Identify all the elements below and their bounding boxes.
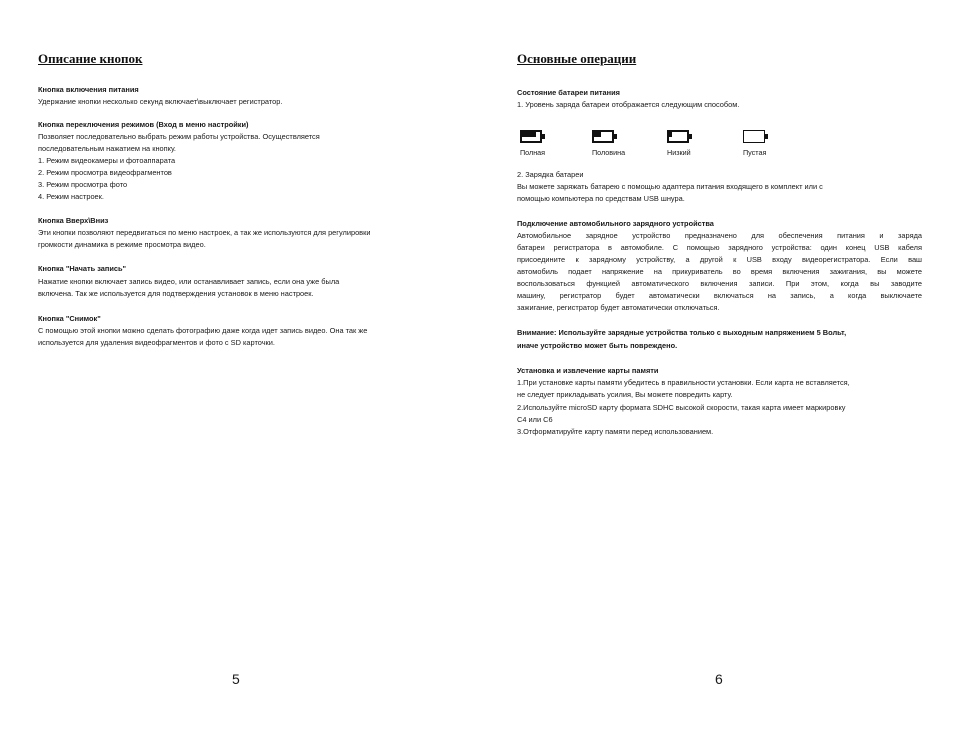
- section-text: С помощью этой кнопки можно сделать фотографию даже когда идет запись видео. Она так же: [38, 326, 368, 335]
- section-text: воспользоваться функцией автоматического включения записи. При этом, когда вы заводите: [517, 279, 922, 288]
- section-title-mode: Кнопка переключения режимов (Вход в меню настройки): [38, 120, 249, 129]
- section-text: 1.При установке карты памяти убедитесь в правильности установки. Если карта не вставляется,: [517, 378, 850, 387]
- section-text: не следует прикладывать усилия, Вы можете повредить карту.: [517, 390, 733, 399]
- battery-caption: Полная: [520, 148, 546, 157]
- warning-text: Внимание: Используйте зарядные устройства только с выходным напряжением 5 Вольт,: [517, 328, 847, 337]
- section-title-power: Кнопка включения питания: [38, 85, 139, 94]
- section-text: 1. Уровень заряда батареи отображается следующим способом.: [517, 100, 740, 109]
- section-text: последовательным нажатием на кнопку.: [38, 144, 176, 153]
- battery-caption: Пустая: [743, 148, 767, 157]
- section-text: включена. Так же используется для подтверждения установок в меню настроек.: [38, 289, 314, 298]
- page-heading: Описание кнопок: [38, 51, 143, 66]
- section-title-memory-card: Установка и извлечение карты памяти: [517, 366, 659, 375]
- section-text: Позволяет последовательно выбрать режим работы устройства. Осуществляется: [38, 132, 320, 141]
- section-text: Нажатие кнопки включает запись видео, или останавливает запись, если она уже была: [38, 277, 340, 286]
- right-page: [477, 0, 954, 743]
- section-text: автомобиль подает напряжение на прикуриватель во время включения зажигания, вы можете: [517, 267, 922, 276]
- section-title-updown: Кнопка Вверх\Вниз: [38, 216, 109, 225]
- section-text: Удержание кнопки несколько секунд включает\выключает регистратор.: [38, 97, 283, 106]
- list-item: 4. Режим настроек.: [38, 192, 104, 201]
- section-text: Вы можете заряжать батарею с помощью адаптера питания входящего в комплект или с: [517, 182, 823, 191]
- section-title-battery: Состояние батареи питания: [517, 88, 620, 97]
- section-text: громкости динамика в режиме просмотра видео.: [38, 240, 206, 249]
- battery-caption: Половина: [592, 148, 626, 157]
- section-text: Автомобильное зарядное устройство предназначено для обеспечения питания и заряда: [517, 231, 922, 240]
- page-number: 6: [715, 671, 723, 687]
- page-number: 5: [232, 671, 240, 687]
- section-title-car-charger: Подключение автомобильного зарядного устройства: [517, 219, 714, 228]
- section-title-record: Кнопка "Начать запись": [38, 264, 127, 273]
- section-text: 2. Зарядка батареи: [517, 170, 584, 179]
- section-text: присоедините к зарядному устройству, а другой к USB входу видеорегистратора. Если ваш: [517, 255, 922, 264]
- list-item: 2. Режим просмотра видеофрагментов: [38, 168, 172, 177]
- warning-text: иначе устройство может быть повреждено.: [517, 341, 678, 350]
- section-text: помощью компьютера по средствам USB шнура.: [517, 194, 685, 203]
- list-item: 1. Режим видеокамеры и фотоаппарата: [38, 156, 176, 165]
- page-heading: Основные операции: [517, 51, 637, 66]
- section-text: зажигание, регистратор будет автоматически отключаться.: [517, 303, 720, 312]
- section-title-snapshot: Кнопка "Снимок": [38, 314, 101, 323]
- section-text: используется для удаления видеофрагментов и фото с SD карточки.: [38, 338, 275, 347]
- section-text: 3.Отформатируйте карту памяти перед использованием.: [517, 427, 714, 436]
- section-text: 2.Используйте microSD карту формата SDHC высокой скорости, такая карта имеет маркировку: [517, 403, 846, 412]
- list-item: 3. Режим просмотра фото: [38, 180, 128, 189]
- battery-caption: Низкий: [667, 148, 691, 157]
- section-text: батареи регистратора в автомобиле. С помощью зарядного устройства: один конец USB кабеля: [517, 243, 922, 252]
- section-text: Эти кнопки позволяют передвигаться по меню настроек, а так же используются для регулировки: [38, 228, 371, 237]
- section-text: машину, регистратор будет автоматически включаться на запись, а когда выключаете: [517, 291, 922, 300]
- section-text: C4 или C6: [517, 415, 553, 424]
